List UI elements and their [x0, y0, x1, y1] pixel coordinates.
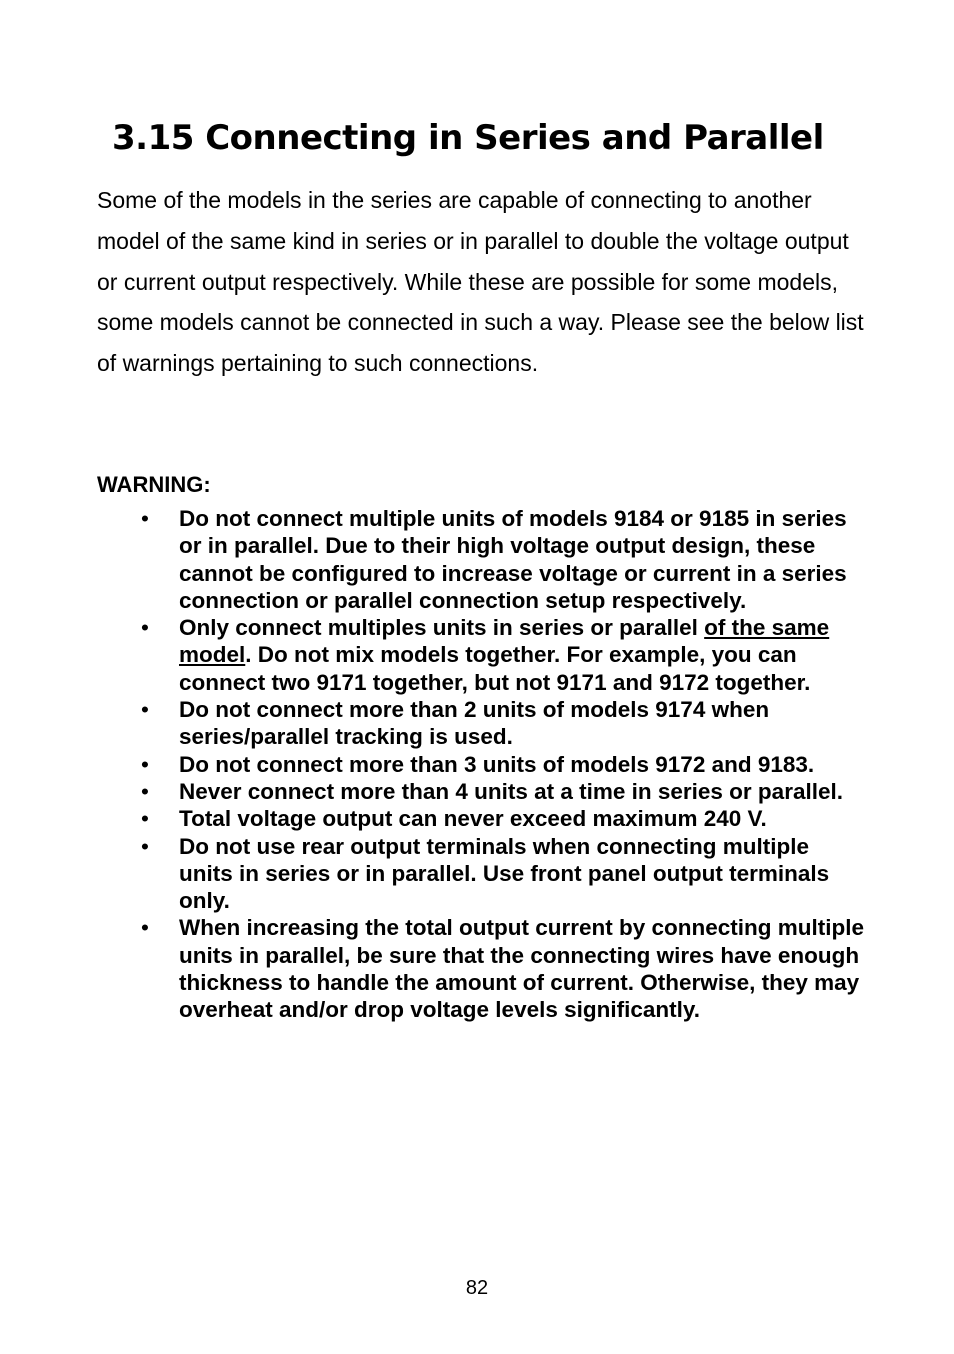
page-number: 82 [465, 1277, 489, 1299]
warning-item-text: Do not connect more than 3 units of models 9172 and 9183. [179, 751, 815, 777]
warning-item [141, 696, 869, 751]
section-title: 3.15 Connecting in Series and Parallel [112, 118, 824, 158]
bullet-icon: • [141, 751, 149, 777]
warning-item-text-start: Only connect multiples units in series or parallel [179, 615, 705, 641]
bullet-icon: • [141, 833, 149, 859]
bullet-icon: • [141, 915, 149, 941]
warning-item-underlined-text: of the same model [179, 615, 830, 668]
warning-item [141, 833, 869, 915]
warning-item [141, 778, 869, 805]
bullet-icon: • [141, 615, 149, 641]
warning-item [141, 751, 869, 778]
warning-item-text: Never connect more than 4 units at a time in series or parallel. [179, 778, 843, 804]
warning-item [141, 805, 869, 832]
bullet-icon: • [141, 778, 149, 804]
warning-item [141, 614, 869, 696]
warning-item-text: Total voltage output can never exceed maximum 240 V. [179, 806, 767, 832]
warning-item [141, 505, 869, 614]
bullet-icon: • [141, 506, 149, 531]
bullet-icon: • [141, 697, 149, 723]
warning-label: WARNING: [97, 472, 211, 497]
warning-item-text: When increasing the total output current by connecting multiple units in parallel, be sure that the connecting wires have enough thickness to handle the amount of current. Otherwise, they may overheat and/or drop voltage levels significantly. [179, 915, 865, 1023]
warning-item-text: Do not connect more than 2 units of models 9174 when series/parallel tracking is used. [179, 697, 770, 750]
warning-item-text: Do not connect multiple units of models 9184 or 9185 in series or in parallel. Due to their high voltage output design, these cannot be configured to increase voltage or current in a series connection or parallel connection setup respectively. [179, 506, 847, 613]
warning-item [141, 914, 869, 1023]
intro-paragraph: Some of the models in the series are capable of connecting to another model of the same kind in series or in parallel to double the voltage output or current output respectively. While these are possible for some models, some models cannot be connected in such a way. Please see the below list of warnings pertaining to such connections. [97, 187, 864, 377]
bullet-icon: • [141, 806, 149, 832]
warning-item-text: Do not use rear output terminals when connecting multiple units in series or in parallel. Use front panel output terminals only. [179, 833, 830, 914]
warning-list [141, 505, 869, 1024]
warning-item-text-end: . Do not mix models together. For example, you can connect two 9171 together, but not 9171 and 9172 together. [179, 642, 811, 695]
